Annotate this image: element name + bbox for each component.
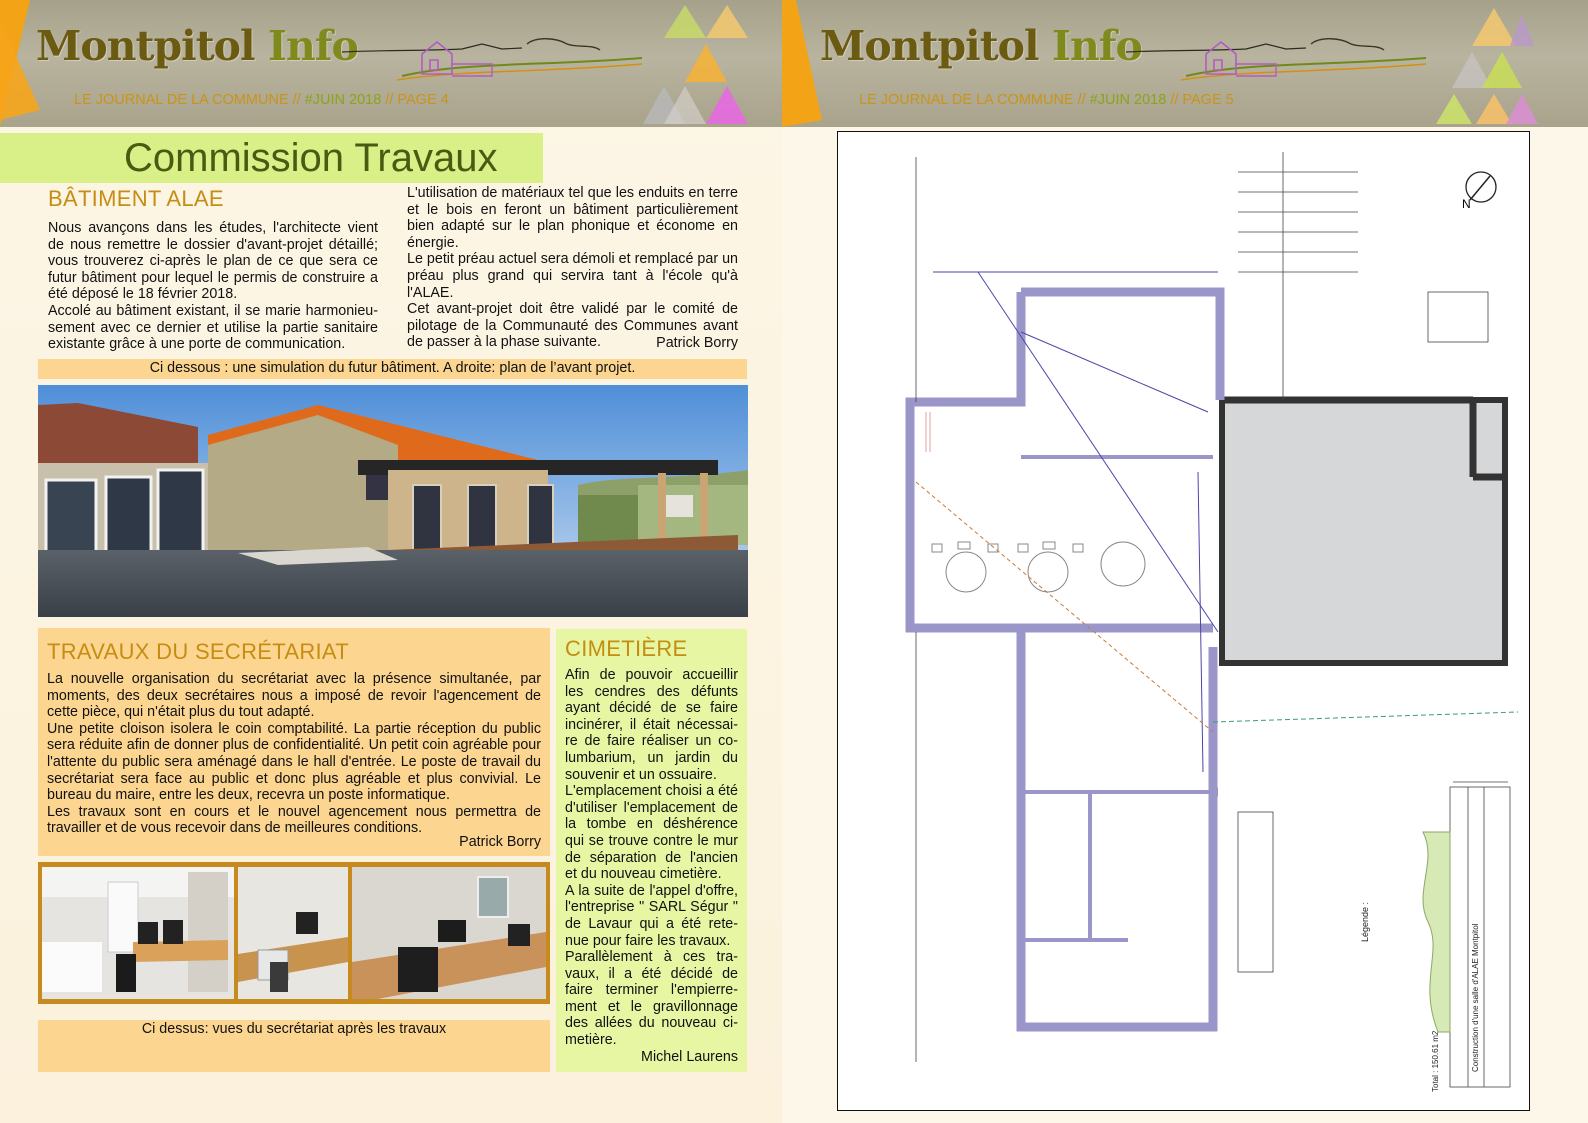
page-4 <box>0 0 782 1123</box>
masthead-title: Montpitol Info <box>36 22 358 70</box>
alae-text-right: L'utilisation de matériaux tel que les enduits en terre et le bois en feront un bâtiment particulièrement bien adapté sur le plan phonique et économe en énergie. Le petit préau actuel sera démoli et remplacé par un préau plus grand qui servira tant à l'école qu'à l'ALAE. Cet avant-projet doit être validé par le comité de pilotage de la Communauté des Communes avant de passer à la phase suivante. <box>407 185 738 351</box>
plan-legend-label: Légende : <box>1360 901 1370 942</box>
alae-author: Patrick Borry <box>656 335 738 351</box>
section-title-bar <box>0 133 543 183</box>
secretariat-caption: Ci dessus: vues du secrétariat après les travaux <box>38 1020 550 1072</box>
cimetiere-text: Afin de pouvoir accueillir les cendres des défunts ayant décidé de se faire incinérer, il était nécessai-re de faire réaliser un co-lumbarium, un jardin du souvenir et un ossuaire. L'emplacement choisi a été d'utiliser l'emplacement de la tombe en déshérence qui se trouve contre le mur de séparation de l'ancien et du nouveau cimetière. A la suite de l'appel d'offre, l'entreprise " SARL Ségur " de Lavaur qui a été rete-nue pour faire les travaux. Parallèlement à ces tra-vaux, il a été décidé de faire terminer l'empierre-ment et le gravillonnage des allées du nouveau ci-metière. <box>565 667 738 1049</box>
issue-line: LE JOURNAL DE LA COMMUNE // #JUIN 2018 // PAGE 4 <box>74 92 449 108</box>
cimetiere-author: Michel Laurens <box>641 1049 738 1065</box>
building-simulation-image <box>38 385 748 617</box>
secretariat-text: La nouvelle organisation du secrétariat avec la présence simultanée, par moments, des deux secrétaires nous a imposé de revoir l'agencement de cette pièce, qui n'était plus du tout adapté. Une petite cloison isolera le coin comptabilité. La partie réception du public sera réduite afin de donner plus de confidentialité. Un petit coin agréable pour l'attente du public sera aménagé dans le hall d'entrée. Le poste de travail du secrétariat sera face au public et donc plus agréable et plus convivial. Le bureau du maire, entre les deux, recevra un poste informatique. Les travaux sont en cours et le nouvel agencement nous permettra de travailler et de vous recevoir dans de meilleures conditions. <box>47 671 541 837</box>
alae-text-left: Nous avançons dans les études, l'architecte vient de nous remettre le dossier d'avant-projet détaillé; vous trouverez ci-après le plan de ce que sera ce futur bâtiment pour lequel le permis de construire a été déposé le 18 février 2018. Accolé au bâtiment existant, il se marie harmonieu-sement avec ce dernier et utilise la partie sanitaire existante grâce à une porte de communication. <box>48 220 378 353</box>
village-sketch-logo-right <box>1126 24 1426 84</box>
village-sketch-logo <box>342 24 642 84</box>
plan-total-area: Total : 150.61 m2 <box>1431 1030 1440 1092</box>
plan-title-block: Construction d'une salle d'ALAE Montpitol <box>1471 923 1480 1072</box>
alae-heading: BÂTIMENT ALAE <box>48 186 224 211</box>
page-5-header <box>782 0 1588 127</box>
secretariat-author: Patrick Borry <box>459 834 541 850</box>
svg-text:N: N <box>1462 197 1471 211</box>
floor-plan <box>837 131 1530 1111</box>
cimetiere-heading: CIMETIÈRE <box>565 636 688 661</box>
secretariat-photos <box>38 862 550 1004</box>
floor-plan-drawing <box>838 132 1529 1110</box>
section-title: Commission Travaux <box>124 136 498 180</box>
page-4-header <box>0 0 782 127</box>
north-arrow-icon <box>1462 172 1496 211</box>
issue-line-right: LE JOURNAL DE LA COMMUNE // #JUIN 2018 // PAGE 5 <box>859 92 1234 108</box>
secretariat-heading: TRAVAUX DU SECRÉTARIAT <box>47 639 349 664</box>
masthead-title-right: Montpitol Info <box>820 22 1142 70</box>
alae-caption: Ci dessous : une simulation du futur bâtiment. A droite: plan de l’avant projet. <box>38 359 747 379</box>
